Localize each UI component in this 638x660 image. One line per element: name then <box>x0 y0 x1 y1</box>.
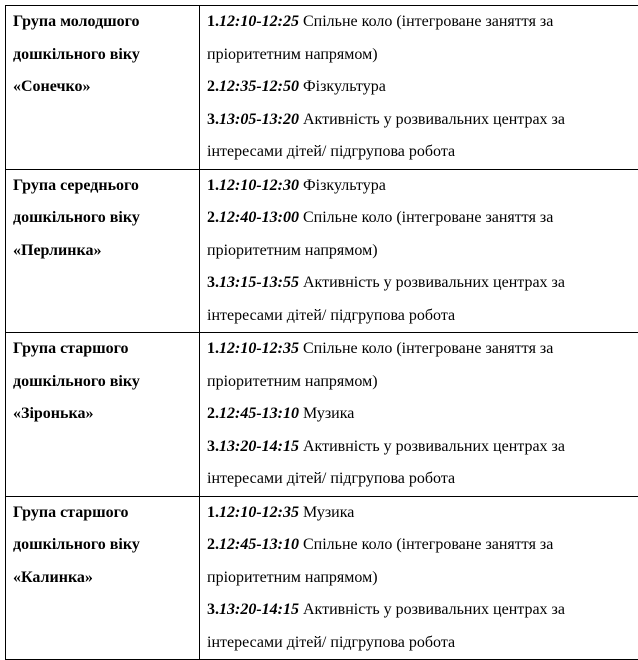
activity-number: 1. <box>207 13 219 30</box>
activity-time: 12:40-13:00 <box>219 209 299 226</box>
activity-description: Музика <box>298 503 355 521</box>
group-name-line: «Перлинка» <box>13 241 102 259</box>
group-name-line: дошкільного віку <box>13 536 140 553</box>
group-name-line: Група старшого <box>13 503 129 521</box>
activity-item <box>207 202 632 267</box>
activity-item <box>207 398 632 431</box>
activity-number: 3. <box>207 110 219 128</box>
activity-description: Активність у розвивальних центрах за інтересами дітей/ підгрупова робота <box>207 110 565 160</box>
activity-number: 3. <box>207 601 219 618</box>
activity-time: 13:20-14:15 <box>219 601 299 618</box>
group-name-line: «Калинка» <box>13 568 93 586</box>
table-row <box>6 496 638 660</box>
activity-number: 2. <box>207 405 219 422</box>
activity-item <box>207 71 632 104</box>
activity-item <box>207 529 632 594</box>
activity-time: 13:05-13:20 <box>219 110 299 128</box>
activity-item <box>207 431 632 496</box>
activity-number: 2. <box>207 209 219 226</box>
group-name-line: дошкільного віку <box>13 209 140 226</box>
activity-time: 12:10-12:25 <box>219 13 299 30</box>
activity-description: Активність у розвивальних центрах за інтересами дітей/ підгрупова робота <box>207 274 565 324</box>
group-name-line: дошкільного віку <box>13 372 140 390</box>
group-name-line: Група молодшого <box>13 13 140 30</box>
activity-description: Активність у розвивальних центрах за інтересами дітей/ підгрупова робота <box>207 437 565 487</box>
group-name-line: Група старшого <box>13 340 129 357</box>
group-name-cell <box>6 6 200 170</box>
activity-item <box>207 497 632 530</box>
activity-description: Спільне коло (інтегроване заняття за пріоритетним напрямом) <box>207 340 554 390</box>
activity-time: 12:35-12:50 <box>219 78 299 95</box>
group-name-cell <box>6 333 200 497</box>
activity-item <box>207 104 632 169</box>
group-name-line: «Сонечко» <box>13 78 91 95</box>
activity-description: Активність у розвивальних центрах за інтересами дітей/ підгрупова робота <box>207 601 565 651</box>
schedule-table <box>5 5 638 660</box>
activities-cell <box>200 169 638 333</box>
activity-time: 12:10-12:30 <box>219 176 299 194</box>
activity-description: Музика <box>298 405 355 422</box>
activity-item <box>207 594 632 659</box>
activity-description: Спільне коло (інтегроване заняття за пріоритетним напрямом) <box>207 13 554 63</box>
activity-description: Фізкультура <box>298 176 386 194</box>
activity-number: 3. <box>207 274 219 291</box>
activity-item <box>207 267 632 332</box>
activity-number: 2. <box>207 536 219 553</box>
group-name-cell <box>6 169 200 333</box>
activity-item <box>207 6 632 71</box>
activity-number: 1. <box>207 176 219 194</box>
group-name-line: дошкільного віку <box>13 45 140 63</box>
activity-number: 3. <box>207 437 219 455</box>
activity-time: 12:45-13:10 <box>219 536 299 553</box>
table-row <box>6 169 638 333</box>
group-name-line: «Зіронька» <box>13 405 94 422</box>
activity-number: 2. <box>207 78 219 95</box>
table-row <box>6 6 638 170</box>
activity-item <box>207 333 632 398</box>
activities-cell <box>200 333 638 497</box>
activity-item <box>207 170 632 203</box>
activity-description: Фізкультура <box>298 78 386 95</box>
activity-time: 12:10-12:35 <box>219 340 299 357</box>
activities-cell <box>200 496 638 660</box>
group-name-line: Група середнього <box>13 176 139 194</box>
activities-cell <box>200 6 638 170</box>
group-name-cell <box>6 496 200 660</box>
activity-number: 1. <box>207 340 219 357</box>
activity-time: 13:20-14:15 <box>219 437 299 455</box>
activity-time: 12:10-12:35 <box>219 503 299 521</box>
activity-description: Спільне коло (інтегроване заняття за пріоритетним напрямом) <box>207 536 554 586</box>
activity-description: Спільне коло (інтегроване заняття за пріоритетним напрямом) <box>207 209 554 259</box>
activity-time: 12:45-13:10 <box>219 405 299 422</box>
activity-time: 13:15-13:55 <box>219 274 299 291</box>
table-row <box>6 333 638 497</box>
activity-number: 1. <box>207 503 219 521</box>
